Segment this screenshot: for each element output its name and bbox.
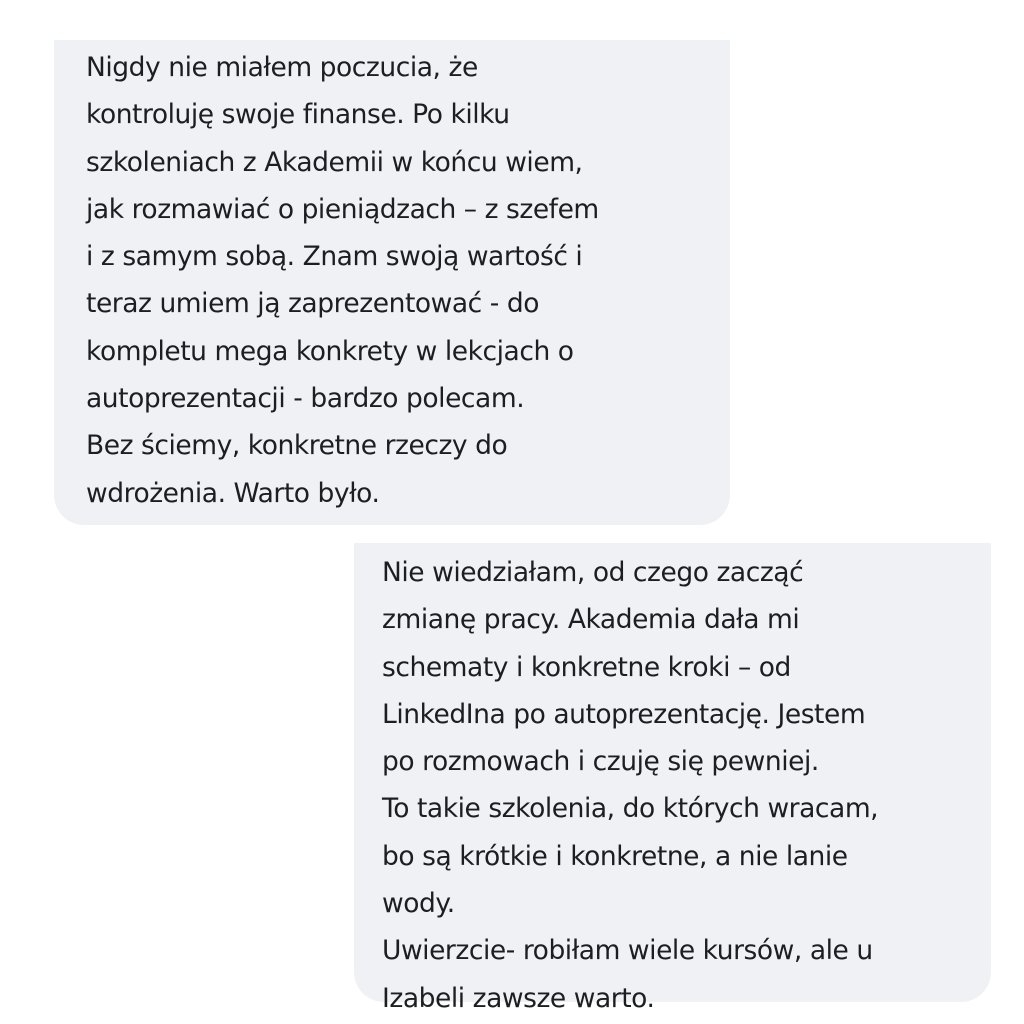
message-text: Nigdy nie miałem poczucia, że kontroluję swoje finanse. Po kilku szkoleniach z Akademii w końcu wiem, jak rozmawiać o pieniądzach – z szefem i z samym sobą. Znam swoją wartość i teraz umiem ją zaprezentować - do kompletu mega konkrety w lekcjach o autoprezentacji - bardzo polecam. Bez ściemy, konkretne rzeczy do wdrożenia. Warto było. [86,52,599,509]
message-bubble [54,40,730,525]
message-text: Nie wiedziałam, od czego zacząć zmianę pracy. Akademia dała mi schematy i konkretne kroki – od LinkedIna po autoprezentację. Jestem po rozmowach i czuję się pewniej. To takie szkolenia, do których wracam, bo są krótkie i konkretne, a nie lanie wody. Uwierzcie- robiłam wiele kursów, ale u Izabeli zawsze warto. [382,557,879,1014]
message-bubble [354,543,991,1014]
